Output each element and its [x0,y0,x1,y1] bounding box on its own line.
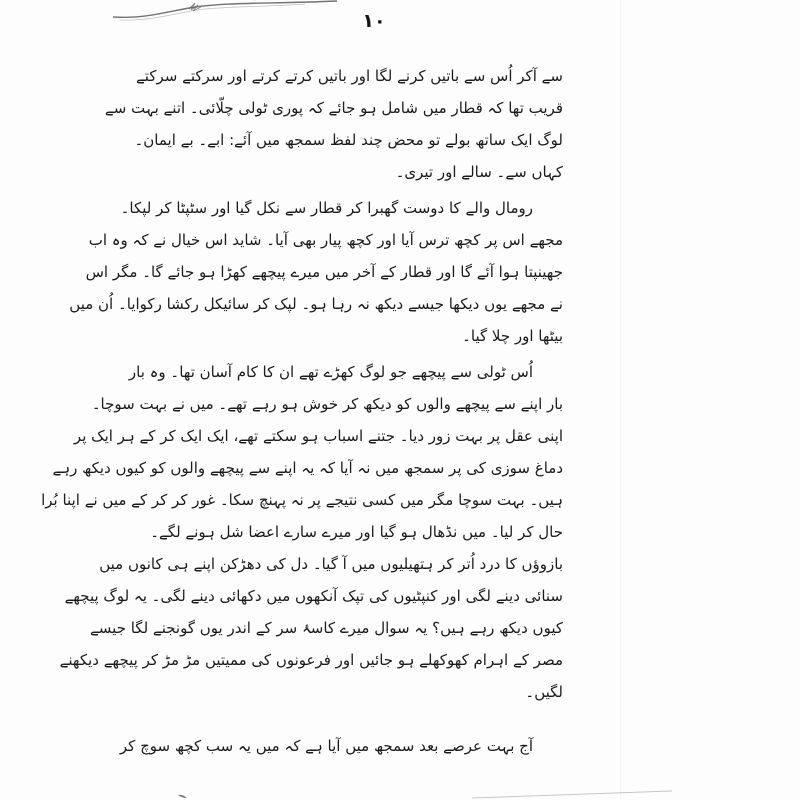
text-line: بار اپنے سے پیچھے والوں کو دیکھ کر خوش ہو رہے تھے۔ میں نے بہت سوچا۔ [91,395,563,413]
text-line: مجھے اس پر کچھ ترس آیا اور کچھ پیار بھی آیا۔ شاید اس خیال نے کہ وہ اب [88,231,563,249]
page-curl-scratch-icon [105,0,340,24]
paragraph [69,192,563,352]
text-line: سنائی دینے لگی اور کنپٹیوں کی تپک آنکھوں میں دکھائی دینے لگی۔ یہ لوگ پیچھے [64,587,563,605]
text-block [41,60,563,762]
text-line: نے مجھے یوں دیکھا جیسے دیکھ نہ رہا ہو۔ لپک کر سائیکل رکشا رکوایا۔ اُن میں [69,295,563,313]
paragraph [41,356,563,708]
text-line: جھینپتا ہوا آئے گا اور قطار کے آخر میں میرے پیچھے کھڑا ہو جائے گا۔ مگر اس [85,263,563,281]
page-edge-shadow [620,0,621,800]
paragraph [119,730,563,762]
text-line: لگیں۔ [525,683,563,701]
page-bottom-edge-line [460,786,680,800]
text-line: بازوؤں کا درد اُتر کر ہتھیلیوں میں آ گیا۔ دل کی دھڑکن اپنے ہی کانوں میں [99,555,563,573]
text-line: اپنی عقل پر بہت زور دیا۔ جتنے اسباب ہو سکتے تھے، ایک ایک کر کے ہر ایک پر [73,427,563,445]
text-line: مصر کے اہرام کھوکھلے ہو جائیں اور فرعونوں کی ممیتیں مڑ مڑ کر پیچھے دیکھنے [59,651,563,669]
text-line: سے آکر اُس سے باتیں کرنے لگا اور باتیں کرتے کرتے اور سرکتے سرکتے [136,67,563,85]
text-line: بیٹھا اور چلا گیا۔ [462,327,563,345]
text-line: کہاں سے۔ سالے اور تیری۔ [395,163,563,181]
ink-speck [176,792,190,800]
text-line: رومال والے کا دوست گھبرا کر قطار سے نکل گیا اور سٹپٹا کر لپکا۔ [120,199,533,217]
paragraph [104,60,563,188]
text-line: ہیں۔ بہت سوچا مگر میں کسی نتیجے پر نہ پہنچ سکا۔ غور کر کر کے میں نے اپنا بُرا [41,491,563,509]
text-line: لوگ ایک ساتھ بولے تو محض چند لفظ سمجھ میں آئے: ابے۔ بے ایمان۔ [134,131,563,149]
text-line: اُس ٹولی سے پیچھے جو لوگ کھڑے تھے ان کا کام آسان تھا۔ وہ بار [128,363,533,381]
text-line: حال کر لیا۔ میں نڈھال ہو گیا اور میرے سارے اعضا شل ہونے لگے۔ [150,523,563,541]
text-line: قریب تھا کہ قطار میں شامل ہو جائے کہ پوری ٹولی چلّائی۔ اتنے بہت سے [104,99,563,117]
page-number: ۱۰ [362,10,386,32]
text-line: دماغ سوزی کی پر سمجھ میں نہ آیا کہ یہ اپنے سے پیچھے والوں کو کیوں دیکھ رہے [52,459,563,477]
text-line: کیوں دیکھ رہے ہیں؟ یہ سوال میرے کاسۂ سر کے اندر یوں گونجنے لگا جیسے [90,619,563,637]
text-line: آج بہت عرصے بعد سمجھ میں آیا ہے کہ میں یہ سب کچھ سوچ کر [119,737,533,755]
